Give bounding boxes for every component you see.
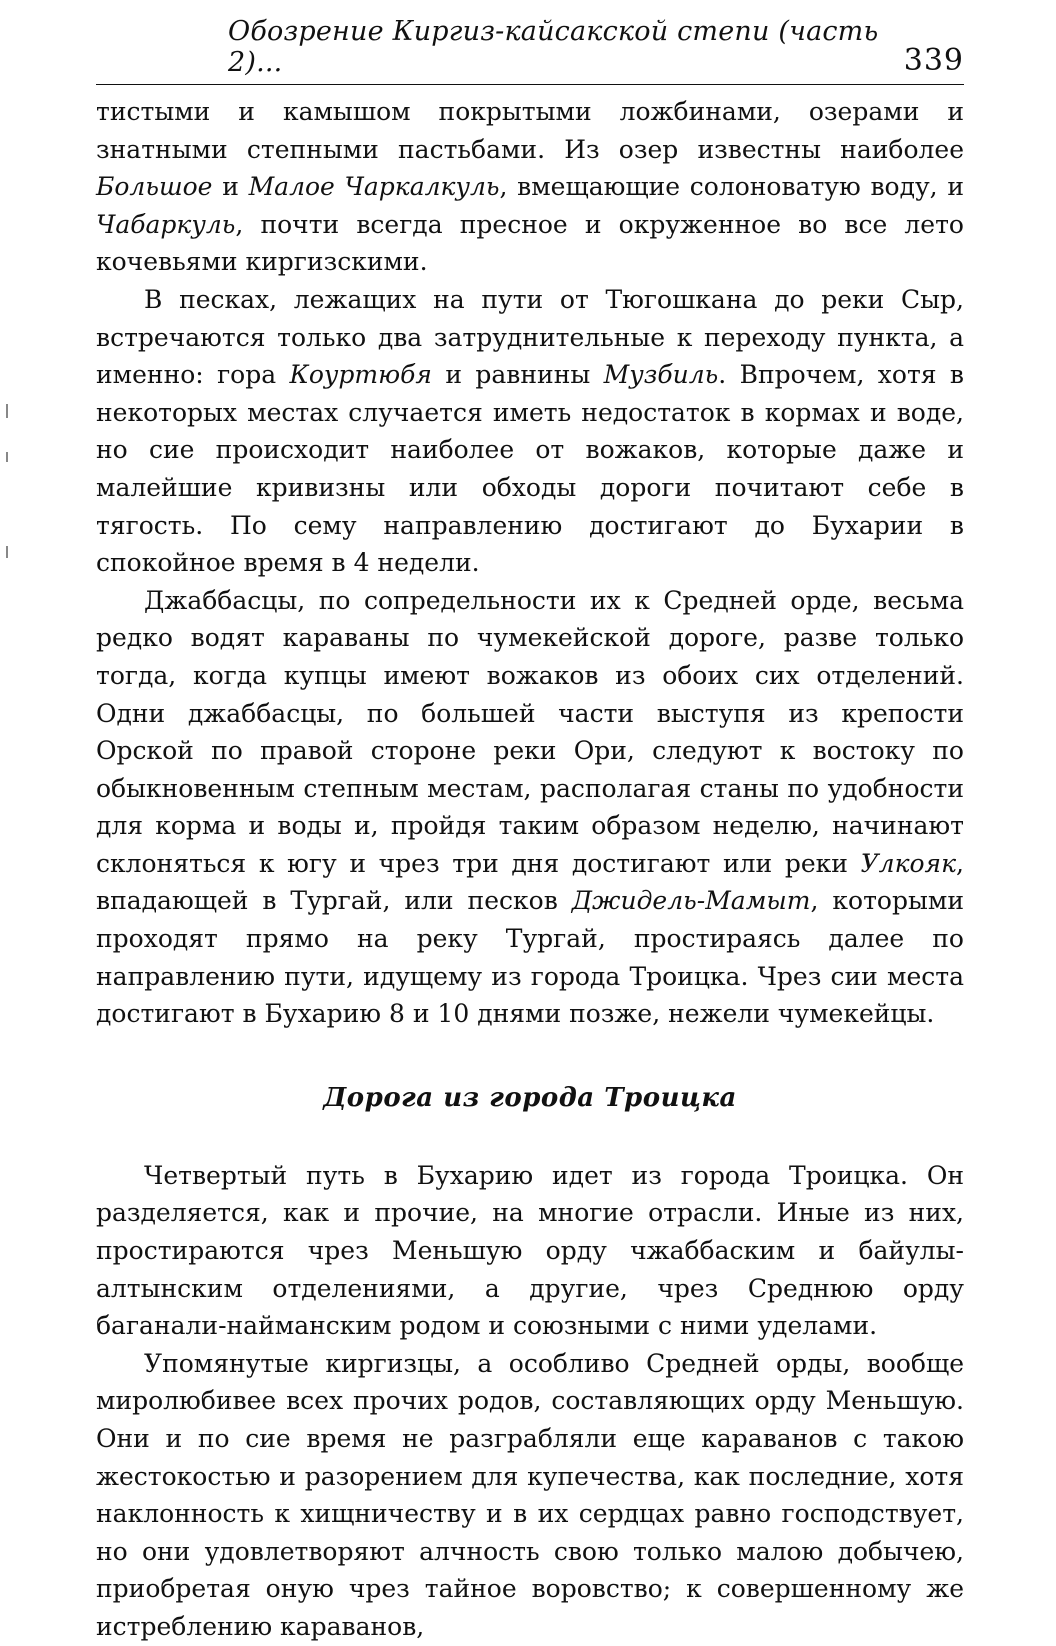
- paragraph: Джаббасцы, по сопредельности их к Средней орде, весьма редко водят караваны по чумекейской дороге, разве только тогда, когда купцы имеют вожаков из обоих сих отделений. Одни джаббасцы, по большей части выступя из крепости Орской по правой стороне реки Ори, следуют к востоку по обыкновенным степным местам, располагая станы по удобности для корма и воды и, пройдя таким образом неделю, начинают склоняться к югу и чрез три дня достигают или реки Улкояк, впадающей в Тургай, или песков Джидель-Мамыт, которыми проходят прямо на реку Тургай, простираясь далее по направлению пути, идущему из города Троицка. Чрез сии места достигают в Бухарию 8 и 10 днями позже, нежели чумекейцы.: [96, 585, 964, 1029]
- lake-name: Чабаркуль: [96, 209, 236, 239]
- paragraph-continued: тистыми и камышом покрытыми ложбинами, озерами и знатными степными пастьбами. Из озер известны наиболее Большое и Малое Чаркалкуль, вмещающие солоноватую воду, и Чабаркуль, почти всегда пресное и окруженное во все лето кочевьями киргизскими.: [96, 97, 964, 277]
- running-title: Обозрение Киргиз-кайсакской степи (часть 2)...: [228, 16, 879, 78]
- paragraph: В песках, лежащих на пути от Тюгошкана до реки Сыр, встречаются только два затруднительные к переходу пункта, а именно: гора Коуртюбя и равнины Музбиль. Впрочем, хотя в некоторых местах случается иметь недостаток в кормах и воде, но сие происходит наиболее от вожаков, которые даже и малейшие кривизны или обходы дороги почитают себе в тягость. По сему направлению достигают до Бухарии в спокойное время в 4 недели.: [96, 284, 965, 578]
- paragraph: Упомянутые киргизцы, а особливо Средней орды, вообще миролюбивее всех прочих родов, составляющих орду Меньшую. Они и по сие время не разграбляли еще караванов с такою жестокостью и разорением для купечества, как последние, хотя наклонность к хищничеству и в их сердцах равно господствует, но они удовлетворяют алчность свою только малою добычею, приобретая оную чрез тайное воровство; к совершенному же истреблению караванов,: [96, 1348, 964, 1641]
- place-name: Коуртюбя: [289, 360, 432, 390]
- paragraph: Четвертый путь в Бухарию идет из города Троицка. Он разделяется, как и прочие, на многие отрасли. Иные из них, простираются чрез Меньшую орду чжаббаским и байулы-алтынским отделениями, а другие, чрез Среднюю орду баганали-найманским родом и союзными с ними уделами.: [96, 1160, 964, 1341]
- margin-mark: [6, 546, 8, 558]
- lake-name: Малое Чаркалкуль: [248, 172, 500, 202]
- lake-name: Большое: [96, 172, 213, 202]
- place-name: Музбиль: [603, 360, 719, 390]
- running-head: [96, 16, 964, 85]
- place-name: Улкояк: [860, 848, 957, 878]
- margin-mark: [6, 404, 8, 418]
- section-heading: Дорога из города Троицка: [323, 1082, 737, 1113]
- body-text: [96, 93, 964, 1646]
- place-name: Джидель-Мамыт: [571, 886, 811, 916]
- book-page: [96, 16, 965, 1646]
- margin-mark: [6, 452, 8, 462]
- page-number: 339: [903, 43, 964, 78]
